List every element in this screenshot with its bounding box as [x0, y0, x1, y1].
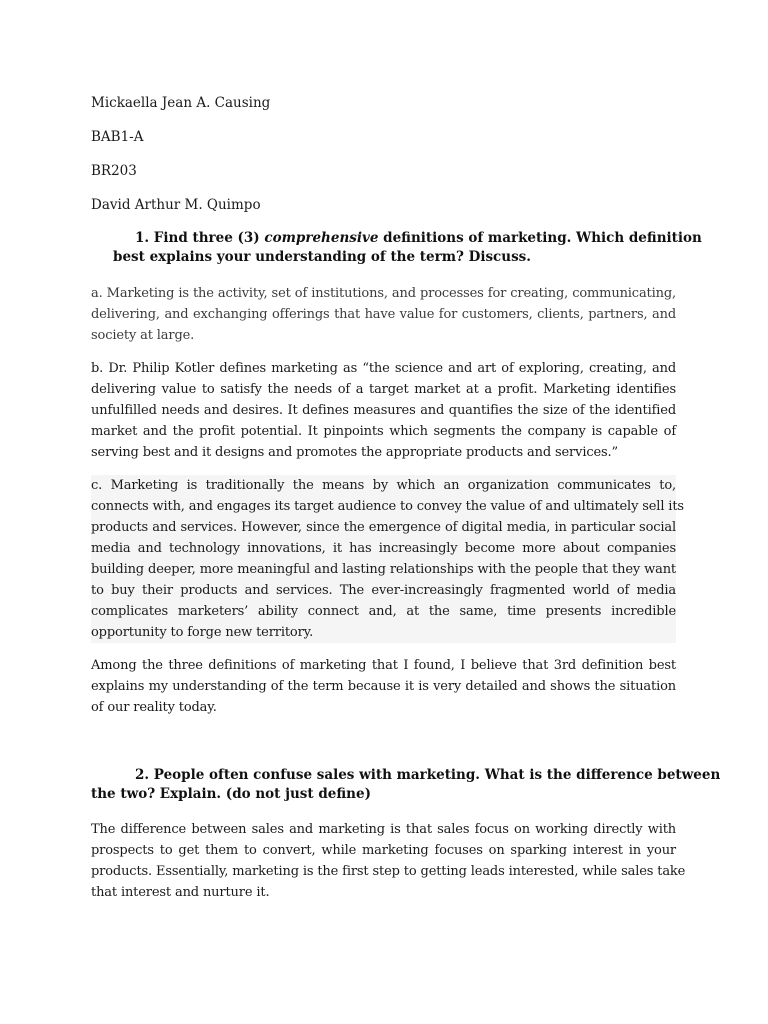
answer-1	[91, 655, 676, 718]
answer-2-line: The difference between sales and marketing is that sales focus on working directly with	[91, 822, 676, 837]
question-2	[91, 766, 720, 804]
definition-b-line: serving best and it designs and promotes the appropriate products and services.”	[91, 445, 618, 460]
answer-1-line: Among the three definitions of marketing that I found, I believe that 3rd definition best	[91, 658, 676, 673]
definition-b-line: delivering value to satisfy the needs of a target market at a profit. Marketing identifies	[91, 382, 676, 397]
question-1-line-2: best explains your understanding of the term? Discuss.	[113, 249, 531, 265]
definition-c-line: products and services. However, since the emergence of digital media, in particular social	[91, 520, 676, 535]
class-section: BAB1-A	[91, 129, 144, 145]
question-1	[113, 229, 702, 267]
instructor-name: David Arthur M. Quimpo	[91, 197, 261, 213]
answer-2-line: that interest and nurture it.	[91, 885, 270, 900]
definition-c-line: building deeper, more meaningful and lasting relationships with the people that they want	[91, 562, 676, 577]
definition-b-line: market and the profit potential. It pinpoints which segments the company is capable of	[91, 424, 676, 439]
definition-c-line: to buy their products and services. The ever-increasingly fragmented world of media	[91, 583, 676, 598]
definition-a-line: society at large.	[91, 328, 195, 343]
definition-c-line: c. Marketing is traditionally the means by which an organization communicates to,	[91, 478, 676, 493]
answer-1-line: explains my understanding of the term because it is very detailed and shows the situation	[91, 679, 676, 694]
answer-1-line: of our reality today.	[91, 700, 217, 715]
definition-a-line: delivering, and exchanging offerings that have value for customers, clients, partners, and	[91, 307, 676, 322]
definition-c-line: opportunity to forge new territory.	[91, 625, 314, 640]
question-2-line-1: 2. People often confuse sales with marketing. What is the difference between	[135, 767, 721, 783]
definition-a	[91, 283, 676, 346]
definition-c-line: complicates marketers’ ability connect and, at the same, time presents incredible	[91, 604, 676, 619]
answer-2-line: products. Essentially, marketing is the first step to getting leads interested, while sales take	[91, 864, 686, 879]
question-2-line-2: the two? Explain. (do not just define)	[91, 786, 371, 802]
definition-b-line: b. Dr. Philip Kotler defines marketing as “the science and art of exploring, creating, and	[91, 361, 676, 376]
answer-2	[91, 819, 686, 903]
definition-b	[91, 358, 676, 463]
definition-c-line: connects with, and engages its target audience to convey the value of and ultimately sell its	[91, 499, 684, 514]
definition-a-line: a. Marketing is the activity, set of institutions, and processes for creating, communicating,	[91, 286, 676, 301]
course-code: BR203	[91, 163, 137, 179]
question-1-line-1: 1. Find three (3) comprehensive definitions of marketing. Which definition	[135, 230, 702, 246]
student-name: Mickaella Jean A. Causing	[91, 95, 271, 111]
definition-c-line: media and technology innovations, it has increasingly become more about companies	[91, 541, 676, 556]
answer-2-line: prospects to get them to convert, while marketing focuses on sparking interest in your	[91, 843, 676, 858]
definition-c	[91, 475, 684, 643]
question-1-emphasis: comprehensive	[264, 230, 379, 246]
definition-b-line: unfulfilled needs and desires. It defines measures and quantifies the size of the identified	[91, 403, 676, 418]
